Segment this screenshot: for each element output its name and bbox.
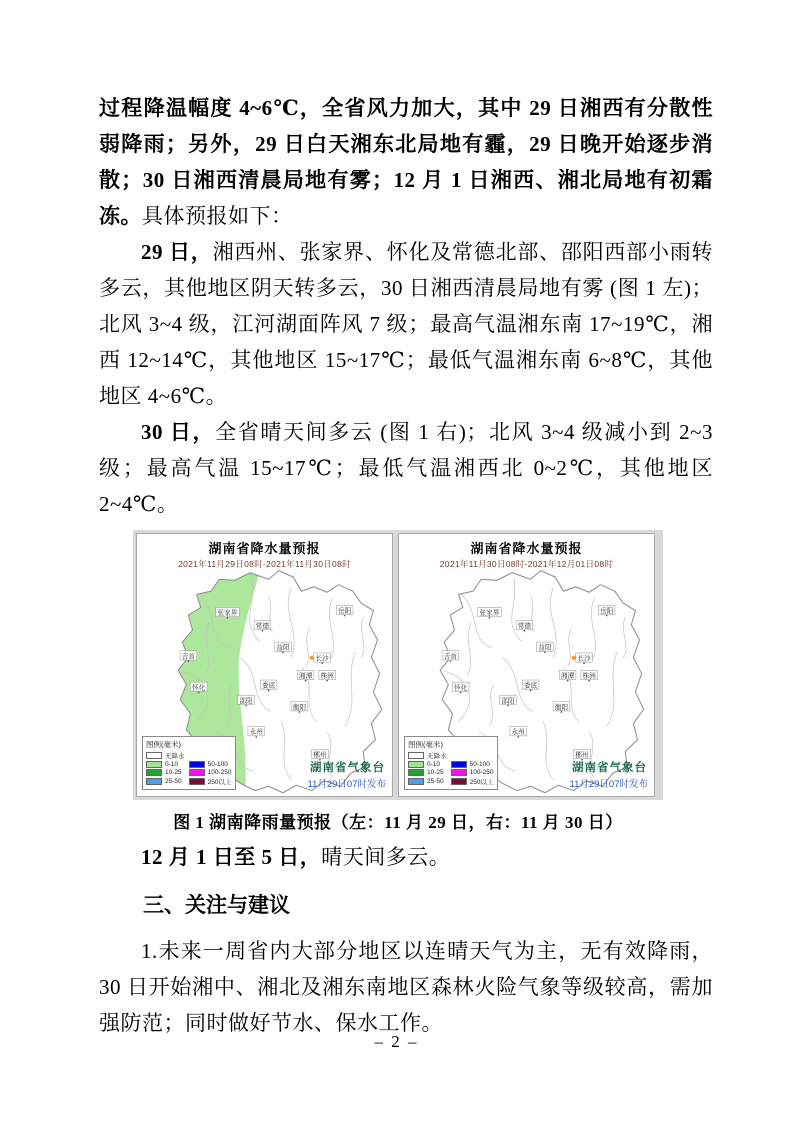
legend-swatch <box>408 752 424 759</box>
svg-text:株洲: 株洲 <box>320 672 334 680</box>
map-issued: 11月29日07时发布 <box>307 779 386 790</box>
city-label-娄底 <box>260 680 277 691</box>
map-subtitle: 2021年11月30日08时-2021年12月01日08时 <box>439 559 614 569</box>
legend-title: 图例(毫米) <box>146 740 181 749</box>
legend-swatch <box>146 769 162 776</box>
legend-label: 25-50 <box>165 778 182 785</box>
city-label-常德 <box>516 620 533 631</box>
city-label-怀化 <box>452 682 469 693</box>
map-issued: 11月29日07时发布 <box>569 779 648 790</box>
svg-text:郴州: 郴州 <box>575 751 589 760</box>
svg-text:永州: 永州 <box>511 729 525 737</box>
city-label-怀化 <box>190 682 207 693</box>
city-label-娄底 <box>522 680 539 691</box>
figure-1 <box>133 530 663 833</box>
svg-text:益阳: 益阳 <box>276 644 290 652</box>
paragraph-day29-rest: 湘西州、张家界、怀化及常德北部、邵阳西部小雨转多云，其他地区阴天转多云，30 日湘西清晨局地有雾 (图 1 左)；北风 3~4 级，江河湖面阵风 7 级；最高气温湘东南 17~19℃，湘西 12~14℃，其他地区 15~17℃；最低气温湘东南 6~8℃，其他地区 4~6℃。 <box>99 240 714 408</box>
legend-item <box>146 769 182 776</box>
legend-swatch <box>408 778 424 785</box>
svg-text:湘潭: 湘潭 <box>560 672 575 680</box>
legend-label: 100-250 <box>207 769 232 776</box>
map-subtitle: 2021年11月29日08时-2021年11月30日08时 <box>178 559 351 569</box>
svg-text:邵阳: 邵阳 <box>501 697 515 705</box>
svg-text:吉首: 吉首 <box>443 653 458 661</box>
svg-text:吉首: 吉首 <box>181 653 196 661</box>
legend-swatch <box>408 769 424 776</box>
city-label-湘潭 <box>297 670 314 681</box>
svg-text:长沙: 长沙 <box>577 655 591 663</box>
legend-swatch <box>451 778 467 785</box>
legend-label: 100-250 <box>469 769 494 776</box>
figure-caption: 图 1 湖南降雨量预报（左：11 月 29 日，右：11 月 30 日） <box>173 813 623 832</box>
city-label-张家界 <box>216 607 239 618</box>
city-label-永州 <box>248 727 265 738</box>
document-body <box>99 90 713 1041</box>
city-label-衡阳 <box>553 702 570 713</box>
city-label-岳阳 <box>598 605 615 616</box>
legend-item-no-rain <box>146 751 231 760</box>
svg-text:娄底: 娄底 <box>261 682 276 690</box>
legend-swatch <box>146 778 162 785</box>
city-label-邵阳 <box>500 695 517 706</box>
paragraph-day30-lead: 30 日， <box>141 420 216 444</box>
section-heading-suggestions: 三、关注与建议 <box>143 894 290 917</box>
paragraph-dec1to5-rest: 晴天间多云。 <box>321 845 451 869</box>
legend-item <box>189 769 232 776</box>
paragraph-dec1to5-lead: 12 月 1 日至 5 日， <box>141 845 322 869</box>
svg-text:怀化: 怀化 <box>192 684 206 692</box>
svg-text:衡阳: 衡阳 <box>292 704 307 712</box>
legend-item <box>189 777 232 786</box>
map-panel-right <box>398 533 655 797</box>
svg-text:长沙: 长沙 <box>315 655 329 663</box>
legend-label: 250以上 <box>207 779 232 786</box>
svg-text:岳阳: 岳阳 <box>599 607 614 615</box>
paragraph-suggestion-1 <box>99 933 713 1041</box>
paragraph-day30-rest: 全省晴天间多云 (图 1 右)；北风 3~4 级减小到 2~3 级；最高气温 15~17℃；最低气温湘西北 0~2℃，其他地区 2~4℃。 <box>99 420 713 516</box>
legend-label: 250以上 <box>469 779 494 786</box>
legend-item <box>408 777 444 786</box>
svg-text:湘潭: 湘潭 <box>298 672 313 680</box>
legend-item <box>451 761 494 768</box>
svg-text:张家界: 张家界 <box>217 609 238 618</box>
map-title: 湖南省降水量预报 <box>470 541 583 556</box>
legend-swatch <box>408 761 424 768</box>
city-label-吉首 <box>180 651 197 662</box>
svg-text:永州: 永州 <box>249 729 263 737</box>
svg-text:益阳: 益阳 <box>538 644 552 652</box>
paragraph-overview-rest: 具体预报如下： <box>142 204 293 228</box>
legend-item <box>146 761 182 768</box>
paragraph-overview <box>99 90 713 234</box>
paragraph-day30 <box>99 414 713 522</box>
city-label-永州 <box>510 727 527 738</box>
legend-swatch <box>146 761 162 768</box>
city-label-常德 <box>254 620 271 631</box>
map-title: 湖南省降水量预报 <box>208 541 321 556</box>
legend-label: 10-25 <box>165 769 182 776</box>
legend-label: 0-10 <box>427 761 441 768</box>
legend-title: 图例(毫米) <box>408 740 443 749</box>
city-label-邵阳 <box>238 695 255 706</box>
svg-text:岳阳: 岳阳 <box>337 607 352 615</box>
legend-swatch <box>189 778 205 785</box>
svg-text:娄底: 娄底 <box>523 682 538 690</box>
legend-swatch <box>189 769 205 776</box>
paragraph-suggestion-1-text: 1.未来一周省内大部分地区以连晴天气为主，无有效降雨，30 日开始湘中、湘北及湘东南地区森林火险气象等级较高，需加强防范；同时做好节水、保水工作。 <box>99 939 713 1035</box>
legend-swatch <box>189 761 205 768</box>
map-panel-left <box>136 533 393 797</box>
legend-item <box>408 769 444 776</box>
legend-item <box>408 761 444 768</box>
svg-text:常德: 常德 <box>255 622 270 631</box>
legend-swatch <box>146 752 162 759</box>
city-label-吉首 <box>442 651 459 662</box>
map-agency: 湖南省气象台 <box>572 762 647 774</box>
paragraph-day29 <box>99 234 713 414</box>
svg-text:衡阳: 衡阳 <box>554 704 569 712</box>
svg-text:株洲: 株洲 <box>582 672 596 680</box>
svg-text:张家界: 张家界 <box>479 609 500 618</box>
city-label-益阳 <box>275 642 292 653</box>
legend-label: 25-50 <box>427 778 444 785</box>
legend-item <box>451 769 494 776</box>
legend-item-no-rain <box>408 751 493 760</box>
legend-label: 无降水 <box>165 753 185 760</box>
svg-text:常德: 常德 <box>517 622 532 631</box>
paragraph-overview-bold: 过程降温幅度 4~6℃，全省风力加大，其中 29 日湘西有分散性弱降雨；另外，29 日白天湘东北局地有霾，29 日晚开始逐步消散；30 日湘西清晨局地有雾；12 月 1 日湘西、湘北局地有初霜冻。 <box>99 96 713 228</box>
legend-swatch <box>451 761 467 768</box>
svg-text:怀化: 怀化 <box>454 684 468 692</box>
legend-label: 0-10 <box>165 761 179 768</box>
precipitation-maps <box>133 530 663 800</box>
city-label-岳阳 <box>336 605 353 616</box>
svg-text:郴州: 郴州 <box>313 751 327 760</box>
paragraph-day29-lead: 29 日， <box>141 240 213 264</box>
page-number: – 2 – <box>374 1032 419 1051</box>
legend-swatch <box>451 769 467 776</box>
city-label-张家界 <box>478 607 501 618</box>
legend-label: 50-100 <box>207 761 228 768</box>
legend-label: 50-100 <box>469 761 490 768</box>
city-label-衡阳 <box>291 702 308 713</box>
city-label-株洲 <box>319 670 336 681</box>
paragraph-dec1to5 <box>99 839 713 875</box>
map-legend <box>404 736 498 790</box>
legend-label: 无降水 <box>427 753 447 760</box>
city-label-湘潭 <box>559 670 576 681</box>
map-legend <box>142 736 236 790</box>
legend-item <box>146 777 182 786</box>
legend-item <box>189 761 232 768</box>
map-agency: 湖南省气象台 <box>310 762 385 774</box>
legend-label: 10-25 <box>427 769 444 776</box>
svg-text:邵阳: 邵阳 <box>239 697 253 705</box>
legend-item <box>451 777 494 786</box>
city-label-株洲 <box>581 670 598 681</box>
city-label-益阳 <box>537 642 554 653</box>
